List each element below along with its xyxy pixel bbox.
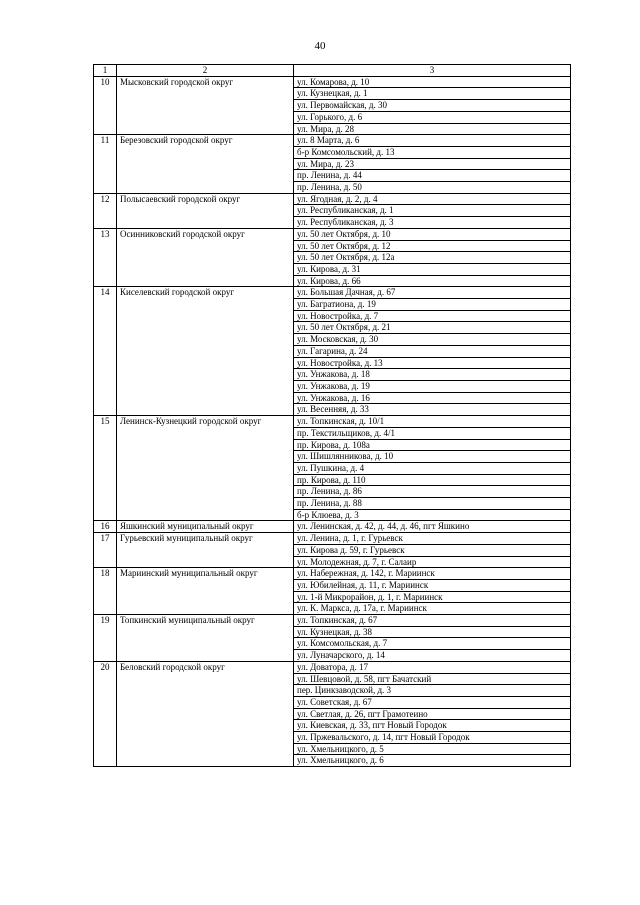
address-cell: пр. Ленина, д. 86 <box>294 486 571 498</box>
row-number: 17 <box>94 533 117 568</box>
address-cell: ул. Гагарина, д. 24 <box>294 345 571 357</box>
address-cell: ул. Хмельницкого, д. 5 <box>294 743 571 755</box>
table-row <box>94 193 571 205</box>
row-number: 18 <box>94 568 117 615</box>
address-cell: ул. Доватора, д. 17 <box>294 661 571 673</box>
address-cell: ул. К. Маркса, д. 17а, г. Мариинск <box>294 603 571 615</box>
address-cell: ул. Комарова, д. 10 <box>294 76 571 88</box>
address-cell: б-р Клюева, д. 3 <box>294 509 571 521</box>
address-cell: ул. Шишлянникова, д. 10 <box>294 451 571 463</box>
address-cell: ул. Республиканская, д. 1 <box>294 205 571 217</box>
address-cell: ул. Новостройка, д. 13 <box>294 357 571 369</box>
address-cell: ул. Мира, д. 28 <box>294 123 571 135</box>
district-name: Полысаевский городской округ <box>117 193 294 228</box>
address-cell: ул. Кузнецкая, д. 1 <box>294 88 571 100</box>
row-number: 13 <box>94 228 117 287</box>
address-cell: ул. Молодежная, д. 7, г. Салаир <box>294 556 571 568</box>
address-cell: ул. Пржевальского, д. 14, пгт Новый Городок <box>294 732 571 744</box>
address-cell: пр. Кирова, д. 110 <box>294 474 571 486</box>
address-cell: ул. Топкинская, д. 10/1 <box>294 416 571 428</box>
address-cell: ул. Луначарского, д. 14 <box>294 650 571 662</box>
address-table <box>93 64 571 767</box>
header-col-3: 3 <box>294 65 571 77</box>
district-name: Киселевский городской округ <box>117 287 294 416</box>
row-number: 10 <box>94 76 117 135</box>
address-cell: ул. Хмельницкого, д. 6 <box>294 755 571 767</box>
district-name: Беловский городской округ <box>117 661 294 766</box>
table-row <box>94 521 571 533</box>
address-cell: ул. 50 лет Октября, д. 12 <box>294 240 571 252</box>
address-cell: ул. Пушкина, д. 4 <box>294 462 571 474</box>
row-number: 20 <box>94 661 117 766</box>
row-number: 19 <box>94 615 117 662</box>
district-name: Топкинский муниципальный округ <box>117 615 294 662</box>
address-cell: ул. Ленинская, д. 42, д. 44, д. 46, пгт Яшкино <box>294 521 571 533</box>
header-col-2: 2 <box>117 65 294 77</box>
address-cell: ул. Кирова, д. 31 <box>294 263 571 275</box>
table-row <box>94 135 571 147</box>
address-cell: ул. Ленина, д. 1, г. Гурьевск <box>294 533 571 545</box>
district-name: Мысковский городской округ <box>117 76 294 135</box>
district-name: Ленинск-Кузнецкий городской округ <box>117 416 294 521</box>
row-number: 14 <box>94 287 117 416</box>
district-name: Яшкинский муниципальный округ <box>117 521 294 533</box>
address-cell: ул. 8 Марта, д. 6 <box>294 135 571 147</box>
row-number: 11 <box>94 135 117 194</box>
address-cell: ул. Унжакова, д. 16 <box>294 392 571 404</box>
address-cell: ул. Юбилейная, д. 11, г. Мариинск <box>294 579 571 591</box>
address-cell: ул. Весенняя, д. 33 <box>294 404 571 416</box>
address-cell: ул. Багратиона, д. 19 <box>294 299 571 311</box>
address-cell: ул. 50 лет Октября, д. 12а <box>294 252 571 264</box>
table-header-row <box>94 65 571 77</box>
address-cell: пр. Текстильщиков, д. 4/1 <box>294 427 571 439</box>
address-cell: ул. Комсомольская, д. 7 <box>294 638 571 650</box>
district-name: Гурьевский муниципальный округ <box>117 533 294 568</box>
address-cell: ул. Кирова д. 59, г. Гурьевск <box>294 544 571 556</box>
address-cell: б-р Комсомольский, д. 13 <box>294 146 571 158</box>
address-cell: пр. Кирова, д. 108а <box>294 439 571 451</box>
row-number: 15 <box>94 416 117 521</box>
address-cell: ул. Кирова, д. 66 <box>294 275 571 287</box>
address-cell: ул. Мира, д. 23 <box>294 158 571 170</box>
address-cell: ул. Кузнецкая, д. 38 <box>294 626 571 638</box>
address-cell: ул. Московская, д. 30 <box>294 334 571 346</box>
table-row <box>94 661 571 673</box>
address-cell: пр. Ленина, д. 88 <box>294 498 571 510</box>
table-row <box>94 568 571 580</box>
district-name: Березовский городской округ <box>117 135 294 194</box>
address-cell: ул. Большая Дачная, д. 67 <box>294 287 571 299</box>
header-col-1: 1 <box>94 65 117 77</box>
address-cell: ул. Горького, д. 6 <box>294 111 571 123</box>
address-cell: пр. Ленина, д. 44 <box>294 170 571 182</box>
address-cell: ул. Шевцовой, д. 58, пгт Бачатский <box>294 673 571 685</box>
address-cell: ул. 1-й Микрорайон, д. 1, г. Мариинск <box>294 591 571 603</box>
table-row <box>94 416 571 428</box>
row-number: 16 <box>94 521 117 533</box>
address-cell: ул. Топкинская, д. 67 <box>294 615 571 627</box>
address-cell: ул. Республиканская, д. 3 <box>294 217 571 229</box>
address-cell: ул. Светлая, д. 26, пгт Грамотеино <box>294 708 571 720</box>
address-cell: ул. Набережная, д. 142, г. Мариинск <box>294 568 571 580</box>
table-row <box>94 533 571 545</box>
address-cell: ул. Новостройка, д. 7 <box>294 310 571 322</box>
address-cell: ул. 50 лет Октября, д. 10 <box>294 228 571 240</box>
address-cell: ул. Советская, д. 67 <box>294 696 571 708</box>
district-name: Мариинский муниципальный округ <box>117 568 294 615</box>
page-number: 40 <box>314 40 326 52</box>
row-number: 12 <box>94 193 117 228</box>
table-row <box>94 228 571 240</box>
address-cell: ул. Первомайская, д. 30 <box>294 100 571 112</box>
table-row <box>94 76 571 88</box>
address-cell: ул. Унжакова, д. 18 <box>294 369 571 381</box>
address-cell: ул. Киевская, д. 33, пгт Новый Городок <box>294 720 571 732</box>
address-cell: ул. Унжакова, д. 19 <box>294 380 571 392</box>
address-cell: пр. Ленина, д. 50 <box>294 182 571 194</box>
address-cell: ул. Ягодная, д. 2, д. 4 <box>294 193 571 205</box>
address-cell: ул. 50 лет Октября, д. 21 <box>294 322 571 334</box>
table-row <box>94 615 571 627</box>
address-cell: пер. Цинкзаводской, д. 3 <box>294 685 571 697</box>
district-name: Осинниковский городской округ <box>117 228 294 287</box>
table-row <box>94 287 571 299</box>
